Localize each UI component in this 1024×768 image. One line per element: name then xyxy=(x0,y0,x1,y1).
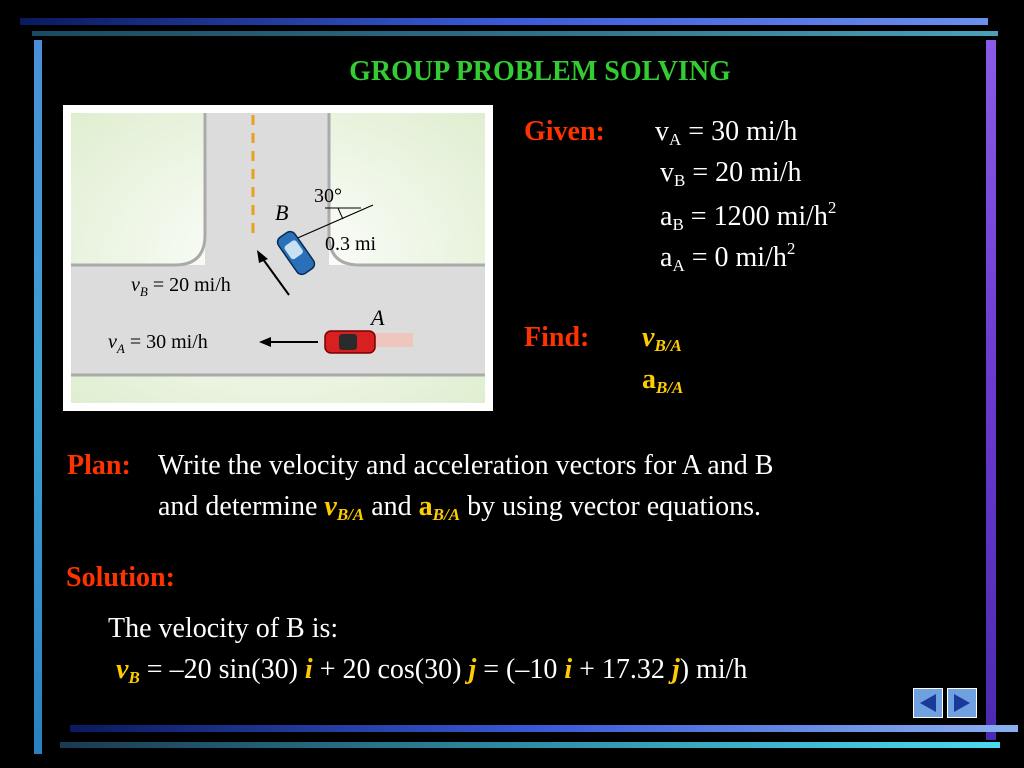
find-aba: $a_{B/A}$ xyxy=(642,364,684,397)
plan-label: Plan: xyxy=(67,450,131,481)
frame-right-bar xyxy=(986,40,996,740)
va-label: $v_A = 30$ mi/h xyxy=(108,331,208,356)
plan-line-2: and determine $v_{B/A}$ and $a_{B/A}$ by using vector equations. xyxy=(158,491,762,524)
solution-label: Solution: xyxy=(66,562,175,593)
right-arrow-icon xyxy=(948,689,976,717)
frame-bottom-bar xyxy=(70,725,1018,732)
given-label: Given: xyxy=(524,116,605,147)
given-aa: $a_A = 0$ $mi/h^2$ xyxy=(660,239,796,275)
left-arrow-icon xyxy=(914,689,942,717)
find-vba: $v_{B/A}$ xyxy=(642,322,682,355)
plan-line-1: Write the velocity and acceleration vectors for A and B xyxy=(158,450,774,481)
prev-slide-button[interactable] xyxy=(913,688,943,718)
frame-top-bar xyxy=(20,18,988,25)
next-slide-button[interactable] xyxy=(947,688,977,718)
vb-label: $v_B = 20$ mi/h xyxy=(131,274,231,299)
label-b: B xyxy=(275,200,289,225)
slide-title: GROUP PROBLEM SOLVING xyxy=(349,56,731,87)
given-va: $v_A = 30$ mi/h xyxy=(655,116,798,149)
angle-label: 30° xyxy=(314,185,342,207)
solution-intro: The velocity of B is: xyxy=(108,613,339,644)
intersection-diagram xyxy=(63,105,493,411)
given-vb: $v_B = 20$ mi/h xyxy=(660,157,802,190)
frame-top-bar-inner xyxy=(32,31,998,36)
distance-label: 0.3 mi xyxy=(325,233,377,255)
find-label: Find: xyxy=(524,322,590,353)
frame-bottom-bar-inner xyxy=(60,742,1000,748)
velocity-equation: $v_B = -20$ sin(30) i + 20 cos(30) j = (–10 i + 17.32 j) mi/h xyxy=(116,654,748,687)
label-a: A xyxy=(371,305,385,330)
frame-left-bar xyxy=(34,40,42,754)
intersection-figure xyxy=(63,105,493,411)
given-ab: $a_B = 1200$ $mi/h^2$ xyxy=(660,198,837,234)
